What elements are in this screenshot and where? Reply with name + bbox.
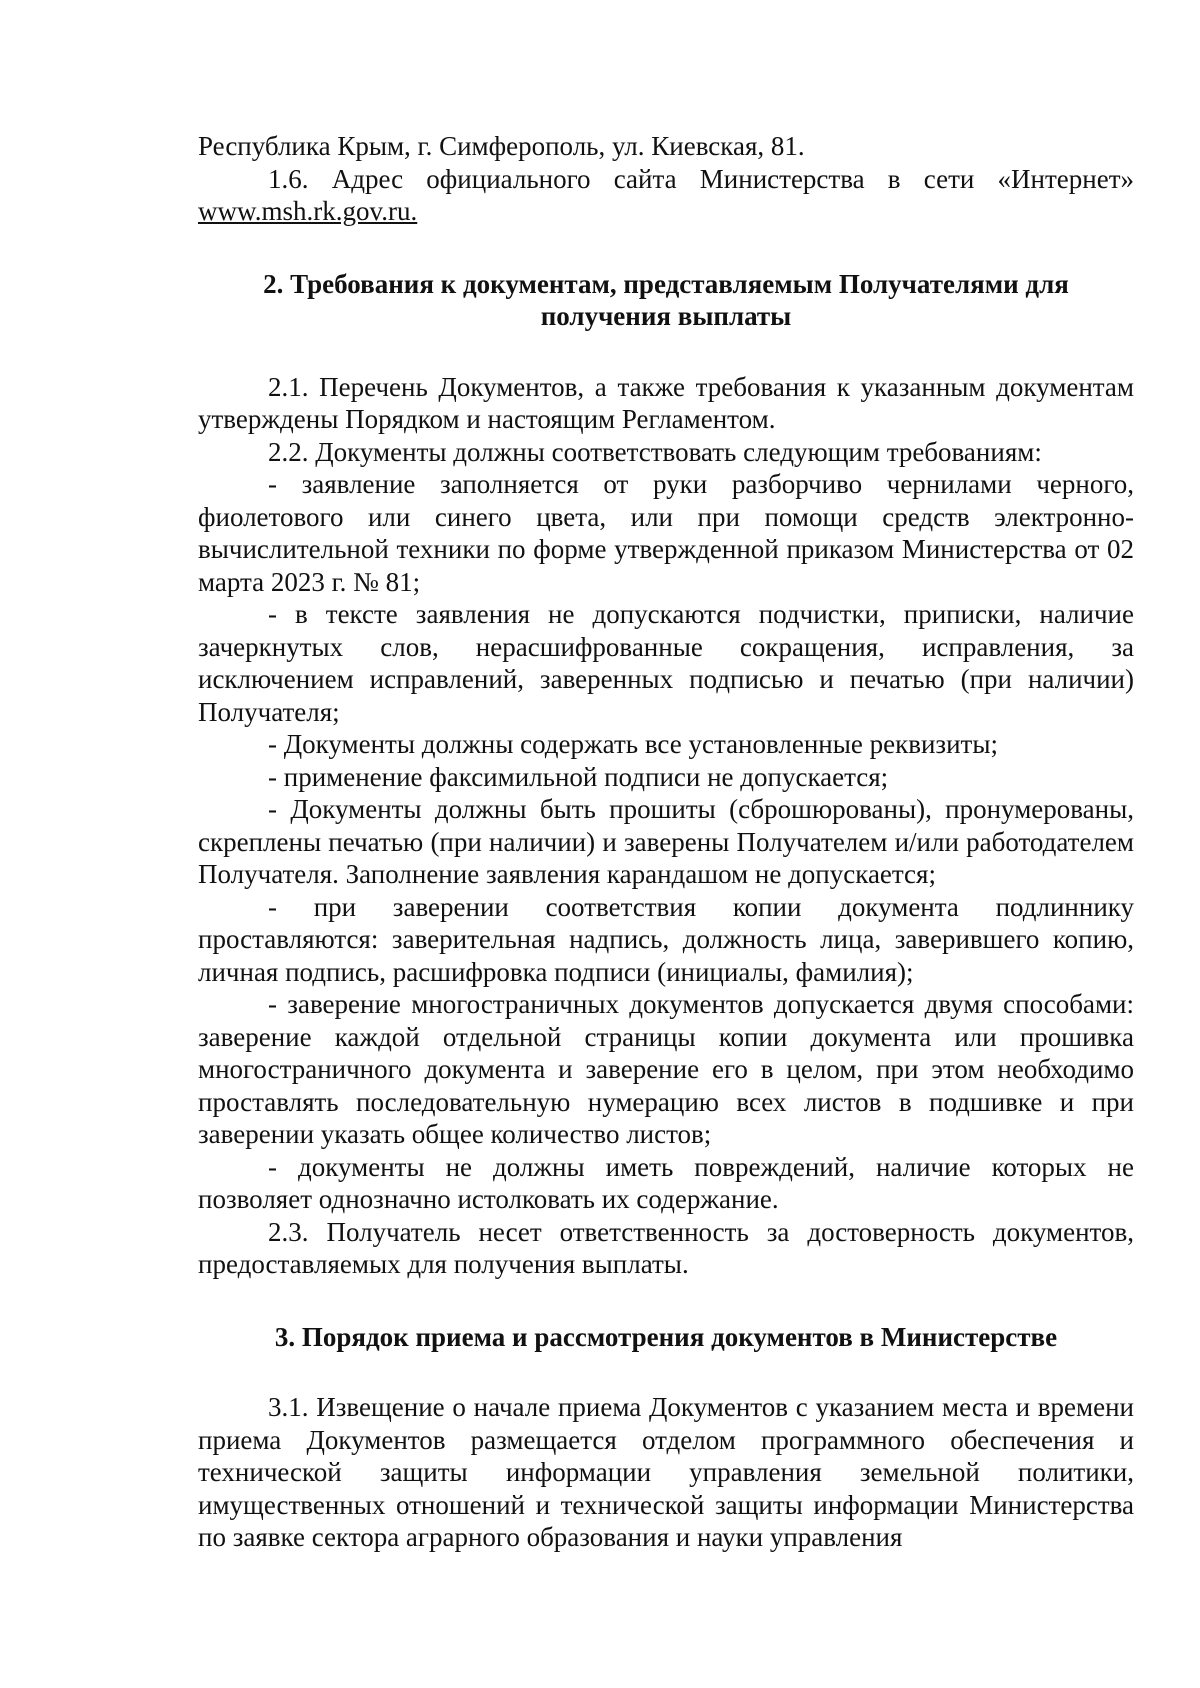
requirement-item: - Документы должны быть прошиты (сброшюрованы), пронумерованы, скреплены печатью (при наличии) и заверены Получателем и/или работодателем Получателя. Заполнение заявления карандашом не допускается;: [198, 794, 1134, 889]
spacer: [198, 1281, 1134, 1321]
section-3-heading: 3. Порядок приема и рассмотрения документов в Министерстве: [274, 1321, 1058, 1352]
paragraph-3-1: 3.1. Извещение о начале приема Документов с указанием места и времени приема Документов размещается отделом программного обеспечения и технической защиты информации управления земельной политики, имущественных отношений и технической защиты информации Министерства по заявке сектора аграрного образования и науки управления: [198, 1392, 1134, 1552]
spacer: [198, 333, 1134, 371]
paragraph-2-3: 2.3. Получатель несет ответственность за достоверность документов, предоставляемых для получения выплаты.: [198, 1216, 1134, 1279]
requirement-item: - при заверении соответствия копии документа подлиннику проставляются: заверительная надпись, должность лица, заверившего копию, личная подпись, расшифровка подписи (инициалы, фамилия);: [198, 891, 1134, 987]
spacer: [198, 1353, 1134, 1391]
requirement-item: - заявление заполняется от руки разборчиво чернилами черного, фиолетового или синего цвета, или при помощи средств электронно-вычислительной техники по форме утвержденной приказом Министерства от 02 марта 2023 г. № 81;: [198, 469, 1134, 597]
site-text: 1.6. Адрес официального сайта Министерства в сети «Интернет»: [268, 163, 1134, 194]
paragraph-2-1: 2.1. Перечень Документов, а также требования к указанным документам утверждены Порядком и настоящим Регламентом.: [198, 371, 1134, 434]
spacer: [198, 228, 1134, 268]
document-page: [198, 130, 1134, 1554]
requirement-item: - в тексте заявления не допускаются подчистки, приписки, наличие зачеркнутых слов, нерасшифрованные сокращения, исправления, за исключением исправлений, заверенных подписью и печатью (при наличии) Получателя;: [198, 599, 1134, 727]
site-url-link[interactable]: www.msh.rk.gov.ru.: [198, 196, 418, 226]
requirement-item: - документы не должны иметь повреждений, наличие которых не позволяет однозначно истолковать их содержание.: [198, 1151, 1134, 1214]
requirement-item: - применение факсимильной подписи не допускается;: [268, 761, 889, 792]
requirement-item: - Документы должны содержать все установленные реквизиты;: [268, 729, 998, 759]
requirement-item: - заверение многостраничных документов допускается двумя способами: заверение каждой отдельной страницы копии документа или прошивка многостраничного документа и заверение его в целом, при этом необходимо проставлять последовательную нумерацию всех листов в подшивке и при заверении указать общее количество листов;: [198, 989, 1134, 1149]
paragraph-2-2: 2.2. Документы должны соответствовать следующим требованиям:: [268, 436, 1042, 467]
site-paragraph: [198, 163, 1134, 228]
section-2-heading: 2. Требования к документам, представляемым Получателями для получения выплаты: [263, 268, 1069, 331]
address-line: Республика Крым, г. Симферополь, ул. Киевская, 81.: [198, 131, 805, 161]
